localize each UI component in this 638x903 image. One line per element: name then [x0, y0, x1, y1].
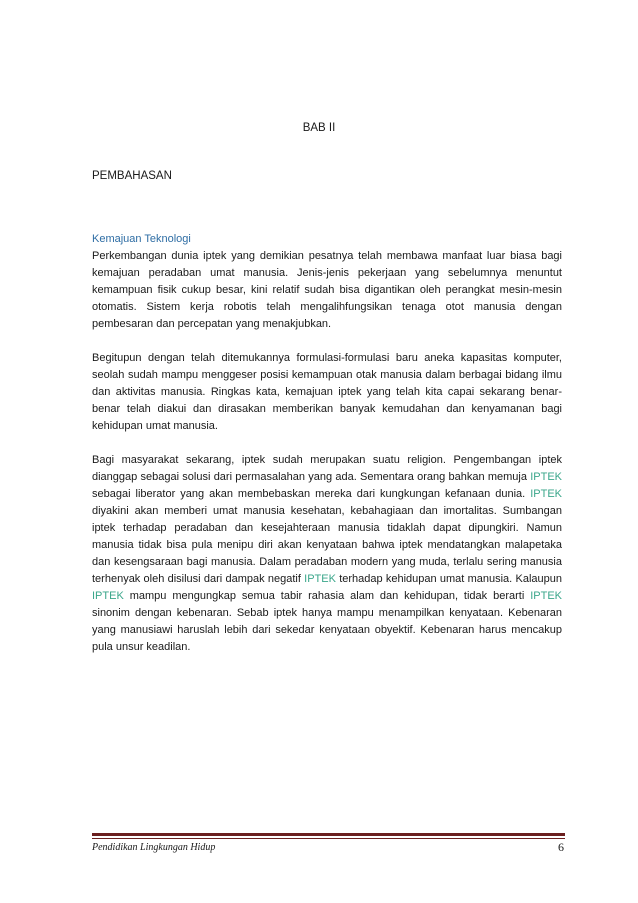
paragraph-text: terhadap kehidupan umat manusia. Kalaupun — [335, 573, 562, 585]
highlighted-term: IPTEK — [304, 573, 336, 585]
highlighted-term: IPTEK — [530, 471, 562, 483]
highlighted-term: IPTEK — [530, 590, 562, 602]
page-number: 6 — [558, 840, 564, 854]
paragraph-text: Begitupun dengan telah ditemukannya formulasi-formulasi baru aneka kapasitas komputer, seolah sudah mampu menggeser posisi kemampuan otak manusia dalam berbagai bidang ilmu dan aktivitas manusia. Ringkas kata, kemajuan iptek yang telah kita capai sekarang benar-benar telah diakui dan dirasakan memberikan banyak kemudahan dan kenyamanan bagi kehidupan umat manusia. — [92, 352, 562, 432]
paragraph-text: diyakini akan memberi umat manusia kesehatan, kebahagiaan dan imortalitas. Sumbangan iptek terhadap peradaban dan kesejahteraan manusia tidaklah dapat dipungkiri. Namun manusia tidak bisa pula menipu diri akan kenyataan bahwa iptek mendatangkan malapetaka dan kesengsaraan bagi manusia. Dalam peradaban modern yang muda, terlalu sering manusia terhenyak oleh disilusi dari dampak negatif — [92, 505, 562, 585]
paragraph — [92, 452, 562, 656]
section-heading: PEMBAHASAN — [92, 170, 172, 182]
paragraph — [92, 248, 562, 333]
highlighted-term: IPTEK — [92, 590, 124, 602]
paragraphs — [92, 248, 562, 656]
paragraph-text: Bagi masyarakat sekarang, iptek sudah merupakan suatu religion. Pengembangan iptek dianggap sebagai solusi dari permasalahan yang ada. Sementara orang bahkan memuja — [92, 454, 562, 483]
paragraph-text: Perkembangan dunia iptek yang demikian pesatnya telah membawa manfaat luar biasa bagi kemajuan peradaban umat manusia. Jenis-jenis pekerjaan yang sebelumnya menuntut kemampuan fisik cukup besar, kini relatif sudah bisa digantikan oleh perangkat mesin-mesin otomatis. Sistem kerja robotis telah mengalihfungsikan tenaga otot manusia dengan pembesaran dan percepatan yang menakjubkan. — [92, 250, 562, 330]
footer-rule-thin — [92, 838, 565, 839]
paragraph-text: sebagai liberator yang akan membebaskan mereka dari kungkungan kefanaan dunia. — [92, 488, 531, 500]
body-text — [92, 231, 562, 656]
footer-rule-thick — [92, 833, 565, 836]
paragraph-text: sinonim dengan kebenaran. Sebab iptek hanya mampu menampilkan kenyataan. Kebenaran yang manusiawi haruslah lebih dari sekedar kenyataan obyektif. Kebenaran harus mencakup pula unsur keadilan. — [92, 607, 562, 653]
paragraph-text: mampu mengungkap semua tabir rahasia alam dan kehidupan, tidak berarti — [123, 590, 531, 602]
paragraph — [92, 350, 562, 435]
highlighted-term: IPTEK — [530, 488, 562, 500]
chapter-title: BAB II — [302, 122, 336, 134]
subheading: Kemajuan Teknologi — [92, 233, 191, 245]
footer-title: Pendidikan Lingkungan Hidup — [92, 842, 216, 853]
